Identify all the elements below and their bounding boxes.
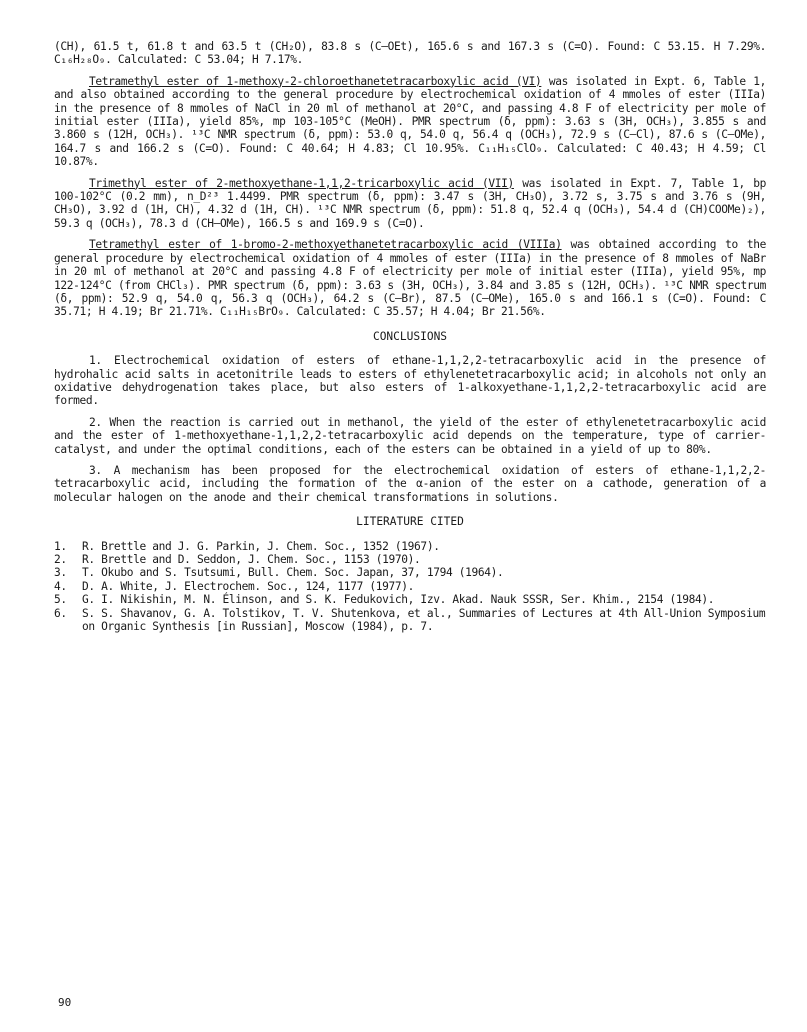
- compound-viiia-text: was obtained according to the general procedure by electrochemical oxidation of 4 mmoles of ester (IIIa) in the presence of 8 mmoles of NaBr in 20 ml of methanol at 20°C and passing 4.8 F of electricity per mole of initial ester (IIIa), yield 95%, mp 122-124°C (from CHCl₃). PMR spectrum (δ, ppm): 3.63 s (3H, OCH₃), 3.84 and 3.85 s (12H, OCH₃). ¹³C NMR spectrum (δ, ppm): 52.9 q, 54.0 q, 56.3 q (OCH₃), 64.2 s (C–Br), 87.5 (C–OMe), 165.0 s and 166.1 s (C=O). Found: C 35.71; H 4.19; Br 21.71%. C₁₁H₁₅BrO₉. Calculated: C 35.57; H 4.04; Br 21.56%.: [54, 238, 766, 319]
- literature-heading: LITERATURE CITED: [356, 515, 464, 529]
- compound-vi-text: was isolated in Expt. 6, Table 1, and also obtained according to the general procedure by electrochemical oxidation of 4 mmoles of ester (IIIa) in the presence of 8 mmoles of NaCl in 20 ml of methanol at 20°C, and passing 4.8 F of electricity per mole of initial ester (IIIa), yield 85%, mp 103-105°C (MeOH). PMR spectrum (δ, ppm): 3.63 s (3H, OCH₃), 3.855 s and 3.860 s (12H, OCH₃). ¹³C NMR spectrum (δ, ppm): 53.0 q, 54.0 q, 56.4 q (OCH₃), 72.9 s (C–Cl), 87.6 s (C–OMe), 164.7 s and 166.2 s (C=O). Found: C 40.64; H 4.83; Cl 10.95%. C₁₁H₁₅ClO₉. Calculated: C 40.43; H 4.59; Cl 10.87%.: [54, 74, 766, 169]
- reference-number: 3.: [54, 566, 67, 580]
- reference-text: T. Okubo and S. Tsutsumi, Bull. Chem. Soc. Japan, 37, 1794 (1964).: [82, 566, 504, 580]
- compound-viiia-name: Tetramethyl ester of 1-bromo-2-methoxyethanetetracarboxylic acid (VIIIa): [89, 238, 562, 252]
- conclusions-heading: CONCLUSIONS: [372, 329, 448, 343]
- reference-number: 4.: [54, 579, 67, 593]
- conclusion-item: 1. Electrochemical oxidation of esters of ethane-1,1,2,2-tetracarboxylic acid in the presence of hydrohalic acid salts in acetonitrile leads to esters of ethylenetetracarboxylic acid; in alcohols not only an oxidative dehydrogenation takes place, but also esters of 1-alkoxyethane-1,1,2,2-tetracarboxylic acid are formed.: [54, 354, 766, 408]
- reference-text: R. Brettle and D. Seddon, J. Chem. Soc., 1153 (1970).: [82, 553, 421, 566]
- compound-vii-name: Trimethyl ester of 2-methoxyethane-1,1,2-tricarboxylic acid (VII): [89, 176, 514, 190]
- conclusion-item: 2. When the reaction is carried out in methanol, the yield of the ester of ethylenetetracarboxylic acid and the ester of 1-methoxyethane-1,1,2,2-tetracarboxylic acid depends on the temperature, type of carrier-catalyst, and under the optimal conditions, each of the esters can be obtained in a yield of up to 80%.: [54, 415, 766, 456]
- conclusion-item: 3. A mechanism has been proposed for the electrochemical oxidation of esters of ethane-1,1,2,2-tetracarboxylic acid, including the formation of the α-anion of the ester on a cathode, generation of a molecular halogen on the anode and their chemical transformations in solutions.: [54, 463, 766, 504]
- compound-vii-paragraph: [54, 177, 766, 231]
- reference-item: [54, 593, 766, 606]
- reference-number: 6.: [54, 606, 67, 620]
- compound-viiia-paragraph: [54, 238, 766, 318]
- compound-vi-paragraph: [54, 75, 766, 169]
- reference-number: 2.: [54, 553, 67, 566]
- reference-item: [54, 607, 766, 634]
- reference-text: S. S. Shavanov, G. A. Tolstikov, T. V. Shutenkova, et al., Summaries of Lectures at 4th All-Union Symposium on Organic Synthesis [in Russian], Moscow (1984), p. 7.: [82, 606, 766, 634]
- reference-list: [54, 540, 766, 634]
- reference-item: [54, 540, 766, 553]
- page-number: 90: [58, 996, 72, 1009]
- paper-page: [54, 40, 766, 633]
- reference-text: D. A. White, J. Electrochem. Soc., 124, 1177 (1977).: [82, 579, 415, 593]
- compound-vi-name: Tetramethyl ester of 1-methoxy-2-chloroethanetetracarboxylic acid (VI): [89, 74, 542, 88]
- reference-number: 1.: [54, 539, 67, 553]
- reference-item: [54, 566, 766, 579]
- reference-text: R. Brettle and J. G. Parkin, J. Chem. Soc., 1352 (1967).: [82, 539, 440, 553]
- compound-vii-text: was isolated in Expt. 7, Table 1, bp 100-102°C (0.2 mm), n_D²³ 1.4499. PMR spectrum (δ, ppm): 3.47 s (3H, CH₃O), 3.72 s, 3.75 s and 3.76 s (9H, CH₃O), 3.92 d (1H, CH), 4.32 d (1H, CH). ¹³C NMR spectrum (δ, ppm): 51.8 q, 52.4 q (OCH₃), 54.4 d (CH)COOMe)₂), 59.3 q (OCH₃), 78.3 d (CH–OMe), 166.5 s and 169.9 s (C=O).: [54, 176, 766, 230]
- top-continuation-paragraph: (CH), 61.5 t, 61.8 t and 63.5 t (CH₂O), 83.8 s (C–OEt), 165.6 s and 167.3 s (C=O). Found: C 53.15. H 7.29%. C₁₆H₂₈O₉. Calculated: C 53.04; H 7.17%.: [54, 40, 766, 67]
- reference-item: [54, 580, 766, 593]
- reference-text: G. I. Nikishin, M. N. Élinson, and S. K. Fedukovich, Izv. Akad. Nauk SSSR, Ser. Khim., 2154 (1984).: [82, 593, 715, 607]
- reference-item: [54, 553, 766, 566]
- reference-number: 5.: [54, 593, 67, 607]
